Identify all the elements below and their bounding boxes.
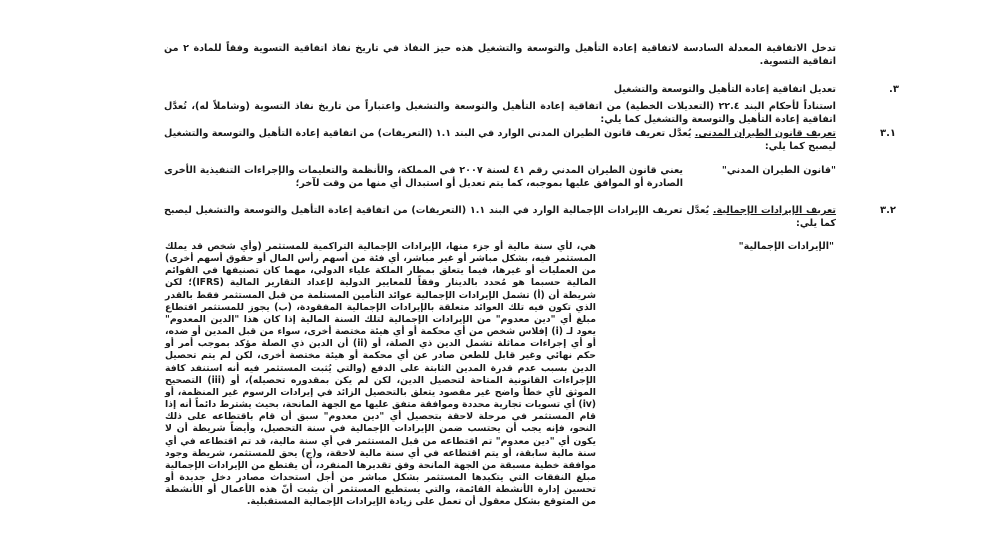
section-3-number: .٣ bbox=[889, 84, 899, 95]
section-3-1-number: ٣.١ bbox=[880, 128, 897, 139]
definition-civil-aviation: يعني قانون الطيران المدني رقم ٤١ لسنة ٢٠٠٧ في المملكة، والأنظمة والتعليمات والإجراءات التنفيذية الأخرى الصادرة أو الموافق عليها بموجبه، كما يتم تعديل أو استبدال أي منها من وقت لآخر؛ bbox=[164, 165, 683, 189]
section-3-2-heading: تعريف الإيرادات الإجمالية. bbox=[712, 205, 837, 216]
section-3-1-heading: تعريف قانون الطيران المدني. bbox=[694, 128, 837, 139]
term-gross-revenue: "الإيرادات الإجمالية" bbox=[738, 241, 834, 252]
definition-gross-revenue: هي، لأي سنة مالية أو جزء منها، الإيرادات الإجمالية التراكمية للمستثمر (وأي شخص قد يملك المستثمر فيه، بشكل مباشر أو غير مباشر، أي فئة من أسهم رأس المال أو حقوق أسهم أخرى) من العمليات أو غيرها، فيما يتعلق بمطار الملكة علياء الدولي، مهما كان تصنيفها في القوائم المالية حسبما هو مُحدد بالدينار وفقاً للمعايير الدولية لإعداد التقارير المالية (IFRS)؛ لكن شريطة أن (أ) تشمل الإيرادات الإجمالية عوائد التأمين المستلمة من قبل المستثمر فقط بالقدر الذي تكون فيه تلك العوائد متعلقة بالإيرادات الإجمالية المفقودة، (ب) يجوز للمستثمر اقتطاع مبلغ أي "دين معدوم" من الإيرادات الإجمالية لتلك السنة المالية إذا كان هذا "الدين المعدوم" يعود لـ (i) إفلاس شخص من أي محكمة أو أي هيئة مختصة أخرى، سواء من قبل المدين أو ضده، أو أي إجراءات مماثلة تشمل الدين ذي الصلة، أو (ii) أن الدين ذي الصلة مؤكد بموجب أمر أو حكم نهائي وغير قابل للطعن صادر عن أي محكمة أو هيئة مختصة أخرى، لكن لم يتم تحصيل الدين بسبب عدم قدرة المدين الثابتة على الدفع (والتي يُثبت المستثمر فيه أنه استنفد كافة الإجراءات القانونية المتاحة لتحصيل الدين، لكن لم يكن بمقدوره تحصيله)، أو (iii) التصحيح الموثق لأي خطأ واضح غير مقصود يتعلق بالتحصيل الزائد في إيرادات الرسوم غير المنظمة، أو (iv) أي تسويات تجارية محددة وموافقة متفق عليها مع الجهة المانحة، بحيث يشترط دائماً أنه إذا قام المستثمر في مرحلة لاحقة بتحصيل أي "دين معدوم" سبق أن قام باقتطاعه على ذلك النحو، فإنه يجب أن يحتسب ضمن الإيرادات الإجمالية في سنة التحصيل، وأيضاً شريطة أن لا يكون أي "دين معدوم" تم اقتطاعه من قبل المستثمر في أي سنة مالية، قد تم اقتطاعه في أي سنة مالية سابقة، أو يتم اقتطاعه في أي سنة مالية لاحقة، و(ج) يحق للمستثمر، شريطة وجود موافقة خطية مسبقة من الجهة المانحة وفق تقديرها المنفرد، أن يقتطع من الإيرادات الإجمالية مبلغ النفقات التي يتكبدها المستثمر بشكل مباشر من أجل استحداث مصادر دخل جديدة أو تحسين إدارة الأنشطة القائمة، والتي يستطيع المستثمر أن يثبت أنّ هذه الأعمال أو الأنشطة من المتوقع بشكل معقول أن تعمل على زيادة الإيرادات الإجمالية المستقبلية. bbox=[165, 241, 597, 508]
section-3-2-body: يُعدَّل تعريف الإيرادات الإجمالية الوارد في البند ١.١ (التعريفات) من اتفاقية إعادة التأهيل والتوسعة والتشغيل ليصبح كما يلي: bbox=[164, 205, 836, 229]
term-civil-aviation: "قانون الطيران المدني" bbox=[721, 165, 836, 176]
section-3-1-paragraph bbox=[164, 128, 836, 153]
section-3-body: استناداً لأحكام البند ٢٢.٤ (التعديلات الخطية) من اتفاقية إعادة التأهيل والتوسعة والتشغيل واعتباراً من تاريخ نفاذ التسوية (وشاملاً له)، تُعدَّل اتفاقية إعادة التأهيل والتوسعة والتشغيل كما يلي: bbox=[164, 101, 836, 125]
section-3-2-paragraph bbox=[164, 205, 836, 230]
section-3-2-number: ٣.٢ bbox=[880, 205, 897, 216]
section-3-1-body: يُعدَّل تعريف قانون الطيران المدني الوارد في البند ١.١ (التعريفات) من اتفاقية إعادة التأهيل والتوسعة والتشغيل ليصبح كما يلي: bbox=[164, 128, 836, 152]
intro-paragraph: تدخل الاتفاقية المعدلة السادسة لاتفاقية إعادة التأهيل والتوسعة والتشغيل هذه حيز النفاذ في تاريخ نفاذ اتفاقية التسوية وفقاً للمادة ٢ من اتفاقية التسوية. bbox=[164, 43, 836, 67]
section-3-heading: تعديل اتفاقية إعادة التأهيل والتوسعة والتشغيل bbox=[613, 84, 836, 95]
